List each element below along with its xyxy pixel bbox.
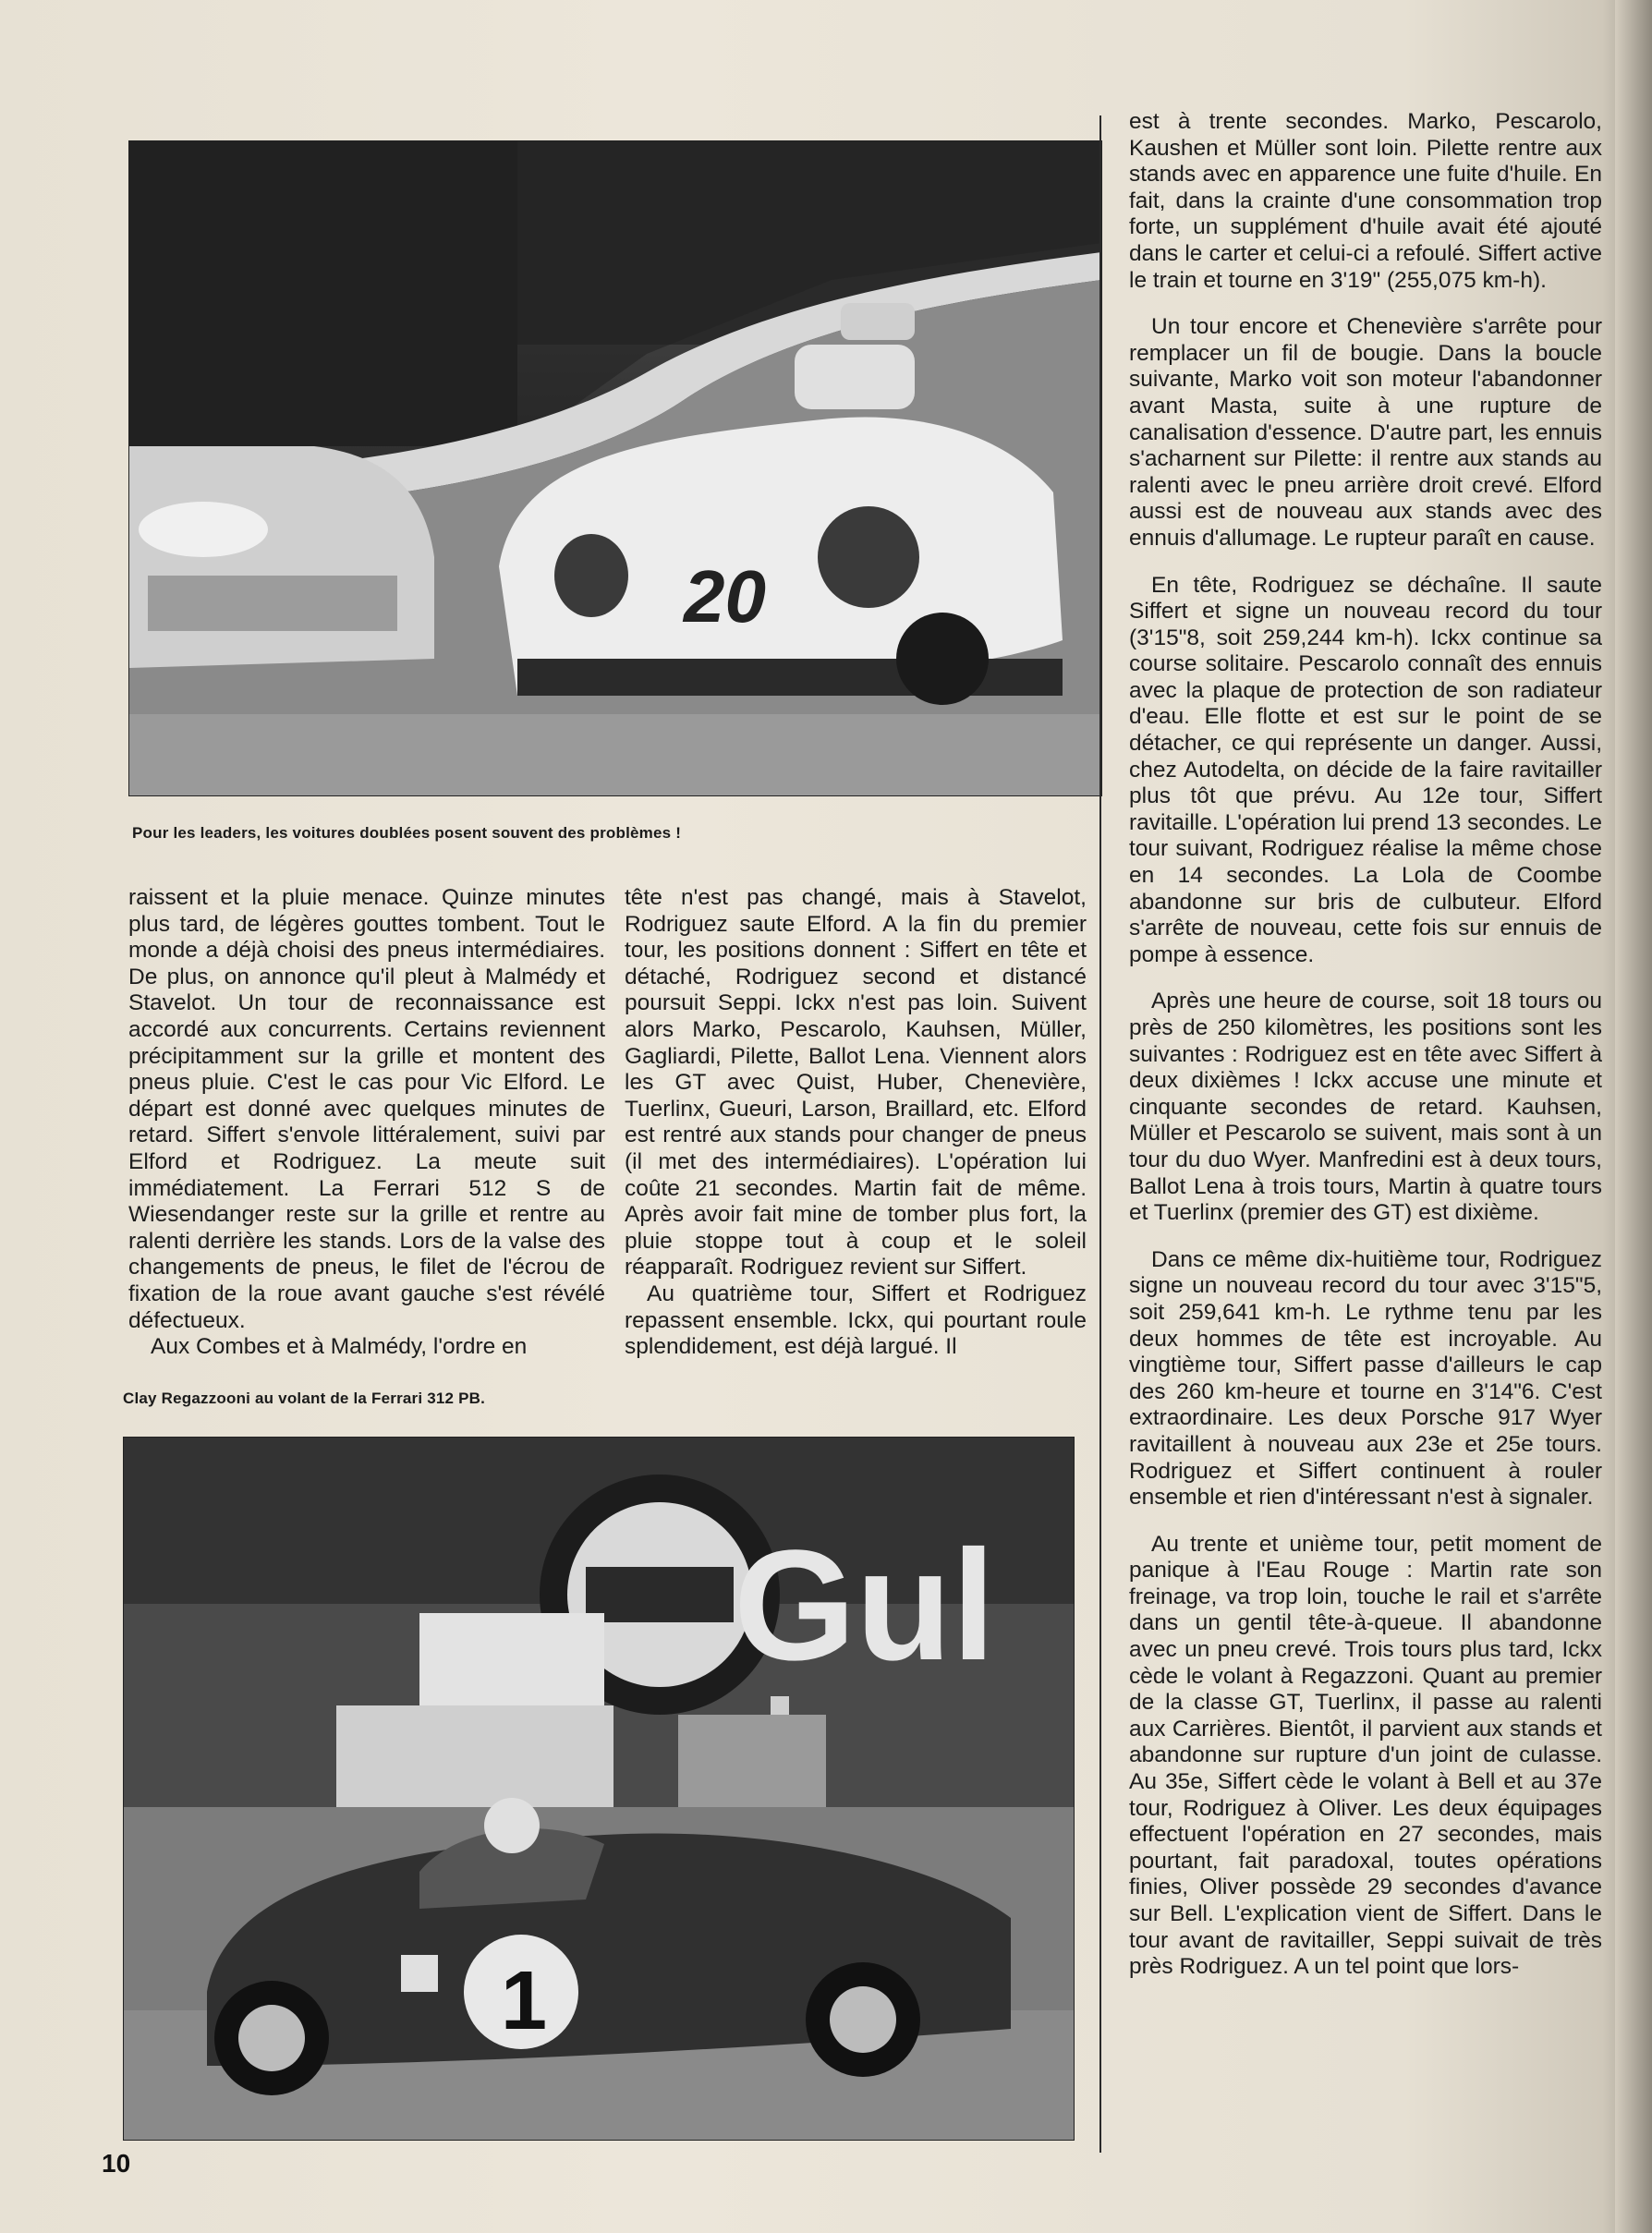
paragraph: Aux Combes et à Malmédy, l'ordre en xyxy=(151,1334,528,1360)
page-number: 10 xyxy=(102,2149,131,2178)
paragraph: Un tour encore et Chenevière s'arrête pour remplacer un fil de bougie. Dans la boucle suivante, Marko voit son moteur l'abandonner avant Masta, suite à une rupture de canalisation d'essence. D'autre part, les ennuis s'acharnent sur Pilette: il rentre aux stands au ralenti avec le pneu arrière droit crevé. Elford aussi est de nouveau aux stands avec des ennuis d'allumage. Le rupteur paraît en cause. xyxy=(1129,314,1602,551)
article-column-left xyxy=(128,885,605,1361)
paragraph: Après une heure de course, soit 18 tours ou près de 250 kilomètres, les positions sont les suivantes : Rodriguez est en tête avec Siffert à deux dixièmes ! Ickx accuse une minute et cinquante secondes de retard. Kauhsen, Müller et Pescarolo se suivent, mais sont à un tour du duo Wyer. Manfredini est à deux tours, Ballot Lena à trois tours, Martin à quatre tours et Tuerlinx (premier des GT) est dixième. xyxy=(1129,989,1602,1226)
paragraph: Dans ce même dix-huitième tour, Rodriguez signe un nouveau record du tour avec 3'15"5, soit 259,641 km-h. Le rythme tenu par les deux hommes de tête est incroyable. Au vingtième tour, Siffert passe d'ailleurs le cap des 260 km-heure et tourne en 3'14"6. C'est extraordinaire. Les deux Porsche 917 Wyer ravitaillent à nouveau aux 23e et 25e tours. Rodriguez et Siffert continuent à rouler ensemble et rien d'intéressant n'est à signaler. xyxy=(1129,1246,1602,1511)
car-number-1: 1 xyxy=(501,1955,548,2047)
page-spine-shadow xyxy=(1615,0,1652,2233)
car-number-20: 20 xyxy=(684,555,766,637)
paragraph: tête n'est pas changé, mais à Stavelot, Rodriguez saute Elford. A la fin du premier tour, les positions donnent : Siffert en tête et détaché, Rodriguez second et distancé poursuit Seppi. Ickx n'est pas loin. Suivent alors Marko, Pescarolo, Kauhsen, Müller, Gagliardi, Pilette, Ballot Lena. Viennent alors les GT avec Quist, Huber, Chenevière, Tuerlinx, Gueuri, Larson, Braillard, etc. Elford est rentré aux stands pour changer de pneus (il met des intermédiaires). L'opération lui coûte 21 secondes. Martin fait de même. Après avoir fait mine de tomber plus fort, la pluie stoppe tout à coup et le soleil réapparaît. Rodriguez revient sur Siffert. xyxy=(625,885,1087,1280)
paragraph: raissent et la pluie menace. Quinze minutes plus tard, de légères gouttes tombent. Tout le monde a déjà choisi des pneus intermédiaires. De plus, on annonce qu'il pleut à Malmédy et Stavelot. Un tour de reconnaissance est accordé aux concurrents. Certains reviennent précipitamment sur la grille et montent des pneus pluie. C'est le cas pour Vic Elford. Le départ est donné avec quelques minutes de retard. Siffert s'envole littéralement, suivi par Elford et Rodriguez. La meute suit immédiatement. La Ferrari 512 S de Wiesendanger reste sur la grille et rentre au ralenti derrière les stands. Lors de la valse des changements de pneus, le filet de l'écrou de fixation de la roue avant gauche s'est révélé défectueux. xyxy=(128,885,605,1333)
top-race-photo xyxy=(128,140,1102,796)
column-divider xyxy=(1099,115,1101,2153)
top-photo-caption: Pour les leaders, les voitures doublées posent souvent des problèmes ! xyxy=(132,824,682,842)
paragraph: est à trente secondes. Marko, Pescarolo, Kaushen et Müller sont loin. Pilette rentre aux stands avec en apparence une fuite d'huile. En fait, dans la crainte d'une consommation trop forte, un supplément d'huile avait été ajouté dans le carter et celui-ci a refoulé. Siffert active le train et tourne en 3'19" (255,075 km-h). xyxy=(1129,109,1602,293)
bottom-photo-caption: Clay Regazzooni au volant de la Ferrari 312 PB. xyxy=(123,1390,486,1407)
paragraph: Au quatrième tour, Siffert et Rodriguez repassent ensemble. Ickx, qui pourtant roule splendidement, est déjà largué. Il xyxy=(625,1280,1087,1360)
article-column-right xyxy=(1129,109,1602,1981)
bottom-race-photo xyxy=(123,1437,1075,2141)
paragraph: En tête, Rodriguez se déchaîne. Il saute Siffert et signe un nouveau record du tour (3'15"8, soit 259,244 km-h). Ickx continue sa course solitaire. Pescarolo connaît des ennuis avec la plaque de protection de son radiateur d'eau. Elle flotte et est sur le point de se détacher, ce qui représente un danger. Aussi, chez Autodelta, on décide de la faire ravitailler plus tôt que prévu. Au 12e tour, Siffert ravitaille. L'opération lui prend 13 secondes. Le tour suivant, Rodriguez réalise la même chose en 14 secondes. La Lola de Coombe abandonne sur bris de culbuteur. Elford s'arrête de nouveau, cette fois sur ennuis de pompe à essence. xyxy=(1129,572,1602,967)
article-column-middle xyxy=(625,885,1087,1361)
gulf-sign-text: Gul xyxy=(734,1518,996,1693)
paragraph: Au trente et unième tour, petit moment de panique à l'Eau Rouge : Martin rate son freinage, va trop loin, touche le rail et s'arrête dans un gentil tête-à-queue. Il abandonne avec un pneu crevé. Trois tours plus tard, Ickx cède le volant à Regazzoni. Quant au premier de la classe GT, Tuerlinx, il passe au ralenti aux Carrières. Bientôt, il parvient aux stands et abandonne sur rupture d'un joint de culasse. Au 35e, Siffert cède le volant à Bell et au 37e tour, Rodriguez à Oliver. Les deux équipages effectuent l'opération en 27 secondes, mais pourtant, fait paradoxal, toutes opérations finies, Oliver possède 29 secondes d'avance sur Bell. L'explication vient de Siffert. Dans le tour avant de ravitailler, Seppi suivait de très près Rodriguez. A un tel point que lors- xyxy=(1129,1531,1602,1980)
